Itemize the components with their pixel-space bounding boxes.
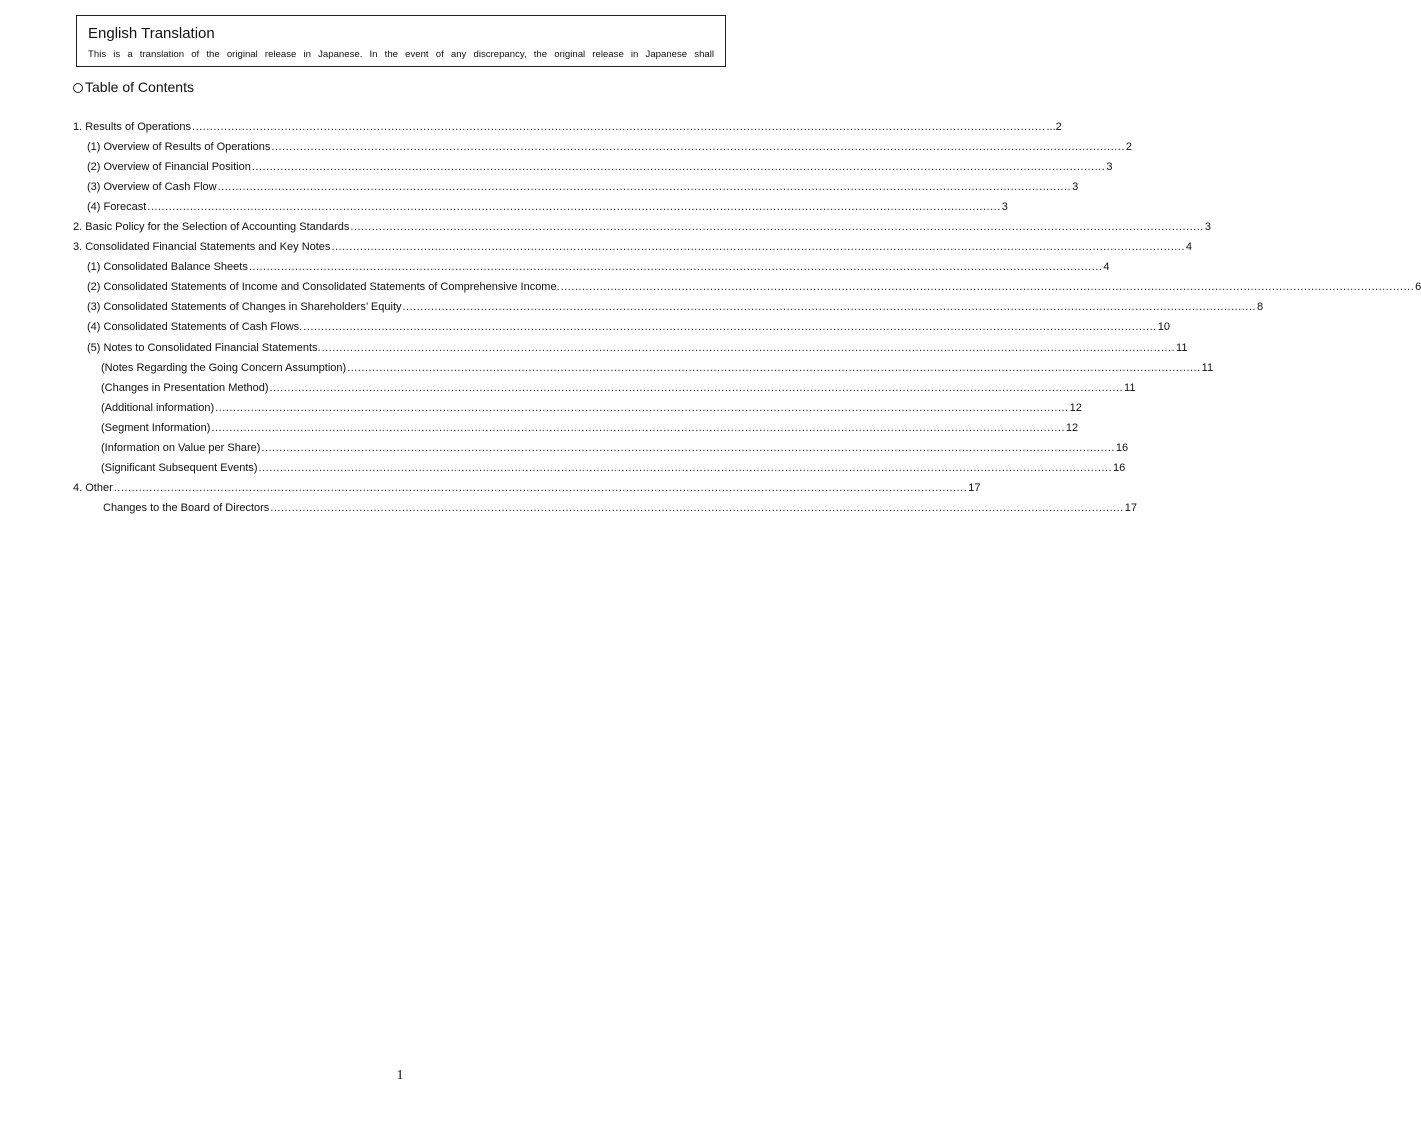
toc-entry[interactable] [0, 338, 1188, 358]
toc-entry-page: ...2 [1046, 120, 1062, 133]
toc-entry-label: (1) Consolidated Balance Sheets [87, 261, 248, 274]
dot-leader: ................................................................................................................................................................................................................................................ [350, 221, 1204, 234]
toc-entry[interactable] [0, 378, 1136, 398]
toc-entry[interactable] [0, 499, 1138, 519]
toc-entry-label: (3) Overview of Cash Flow [87, 180, 217, 193]
toc-entry-label: 4. Other [73, 482, 113, 495]
dot-leader: ................................................................................................................................................................................................................................................ [211, 421, 1065, 434]
dot-leader: ................................................................................................................................................................................................................................................ [261, 442, 1115, 455]
toc-entry-page: 3 [1204, 221, 1211, 234]
toc-entry-page: 8 [1256, 301, 1264, 314]
circle-icon [73, 83, 83, 93]
toc-entry[interactable] [0, 258, 1110, 278]
dot-leader: ................................................................................................................................................................................................................................................ [331, 241, 1185, 254]
toc-entry-label: 3. Consolidated Financial Statements and Key Notes [73, 241, 331, 254]
toc-entry[interactable] [0, 418, 1079, 438]
toc-entry[interactable] [0, 398, 1082, 418]
dot-leader: ................................................................................................................................................................................................................................................ [402, 301, 1256, 314]
dot-leader: ................................................................................................................................................................................................................................................ [215, 401, 1069, 414]
toc-entry[interactable] [0, 238, 1193, 258]
dot-leader: ................................................................................................................................................................................................................................................ [303, 321, 1157, 334]
toc-entry-page: 11 [1176, 341, 1188, 354]
toc-entry-page: 3 [1106, 160, 1113, 173]
dot-leader: ................................................................................................................................................................................................................................................ [560, 281, 1415, 294]
dot-leader: ................................................................................................................................................................................................................................................ [147, 200, 1001, 213]
toc-heading [73, 79, 194, 96]
toc-entry-page: 12 [1065, 421, 1079, 434]
dot-leader: ................................................................................................................................................................................................................................................ [270, 502, 1124, 515]
toc-entry-page: 16 [1115, 442, 1129, 455]
toc-entry-label: (3) Consolidated Statements of Changes in Shareholders’ Equity [87, 301, 402, 314]
toc-entry[interactable] [0, 197, 1008, 217]
dot-leader: ................................................................................................................................................................................................................................................ [192, 120, 1046, 133]
toc-entry[interactable] [0, 177, 1079, 197]
dot-leader: ................................................................................................................................................................................................................................................ [217, 180, 1072, 193]
toc-entry-page: 11 [1201, 361, 1214, 374]
toc-entry[interactable] [0, 298, 1264, 318]
toc-entry[interactable] [0, 217, 1211, 237]
toc-entry-label: (Notes Regarding the Going Concern Assumption) [101, 361, 347, 374]
toc-entry-label: (5) Notes to Consolidated Financial Statements. [87, 341, 321, 354]
notice-text: This is a translation of the original release in Japanese. In the event of any discrepancy, the original release in Japanese shall [88, 49, 714, 60]
toc-entry[interactable] [0, 278, 1421, 298]
table-of-contents [0, 117, 1421, 519]
toc-entry[interactable] [0, 479, 981, 499]
toc-entry-page: 3 [1072, 180, 1079, 193]
translation-notice-box [76, 15, 726, 67]
notice-title: English Translation [88, 25, 215, 42]
toc-entry-page: 4 [1103, 261, 1110, 274]
toc-entry-page: 3 [1001, 200, 1008, 213]
toc-entry-label: (Changes in Presentation Method) [101, 381, 269, 394]
toc-entry-label: (Segment Information) [101, 421, 211, 434]
toc-entry-page: 10 [1157, 321, 1170, 334]
dot-leader: ................................................................................................................................................................................................................................................ [248, 261, 1103, 274]
page-number: 1 [396, 1068, 404, 1083]
dot-leader: ................................................................................................................................................................................................................................................ [251, 160, 1106, 173]
toc-entry-label: (Significant Subsequent Events) [101, 462, 258, 475]
toc-entry-label: 2. Basic Policy for the Selection of Accounting Standards [73, 221, 350, 234]
toc-entry-page: 2 [1125, 140, 1133, 153]
toc-entry-page: 11 [1124, 381, 1136, 394]
dot-leader: ................................................................................................................................................................................................................................................ [269, 381, 1124, 394]
dot-leader: ................................................................................................................................................................................................................................................ [113, 482, 968, 495]
toc-entry-page: 12 [1069, 401, 1082, 414]
toc-entry-page: 17 [968, 482, 981, 495]
toc-entry-page: 17 [1124, 502, 1138, 515]
toc-entry[interactable] [0, 157, 1113, 177]
toc-entry-label: (4) Forecast [87, 200, 147, 213]
toc-entry-label: Changes to the Board of Directors [103, 502, 270, 515]
dot-leader: ................................................................................................................................................................................................................................................ [347, 361, 1201, 374]
toc-entry-label: (1) Overview of Results of Operations [87, 140, 271, 153]
toc-entry[interactable] [0, 318, 1170, 338]
dot-leader: ................................................................................................................................................................................................................................................ [258, 462, 1113, 475]
toc-entry-label: 1. Results of Operations [73, 120, 192, 133]
toc-entry[interactable] [0, 439, 1129, 459]
toc-entry-page: 4 [1185, 241, 1193, 254]
toc-entry[interactable] [0, 117, 1062, 137]
toc-entry-page: 16 [1113, 462, 1126, 475]
dot-leader: ................................................................................................................................................................................................................................................ [321, 341, 1176, 354]
dot-leader: ................................................................................................................................................................................................................................................ [271, 140, 1125, 153]
toc-entry-label: (Information on Value per Share) [101, 442, 261, 455]
toc-heading-text: Table of Contents [85, 79, 194, 95]
toc-entry-label: (2) Consolidated Statements of Income and Consolidated Statements of Comprehensive Income. [87, 281, 560, 294]
toc-entry-label: (4) Consolidated Statements of Cash Flows. [87, 321, 303, 334]
toc-entry-label: (2) Overview of Financial Position [87, 160, 251, 173]
toc-entry[interactable] [0, 358, 1214, 378]
toc-entry-label: (Additional information) [101, 401, 215, 414]
toc-entry[interactable] [0, 137, 1133, 157]
toc-entry[interactable] [0, 459, 1126, 479]
toc-entry-page: 6 [1415, 281, 1421, 294]
